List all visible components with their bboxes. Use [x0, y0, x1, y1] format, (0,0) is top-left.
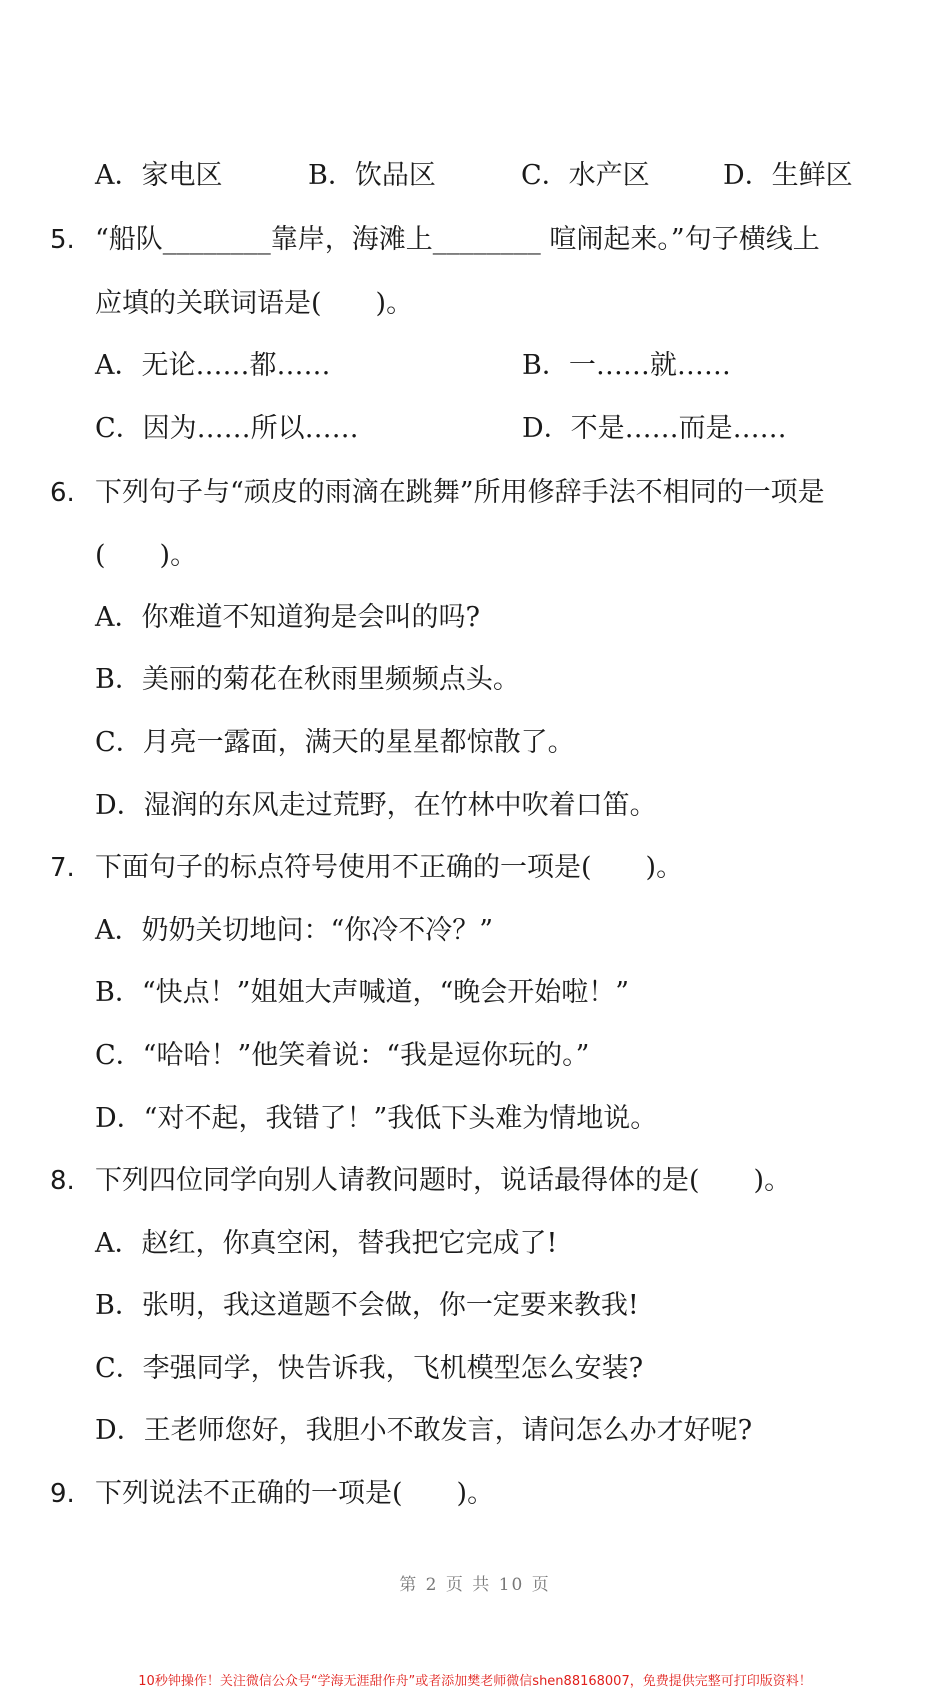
question-9-stem: 下列说法不正确的一项是( )。 [95, 1478, 495, 1509]
question-5-option-b: B．一……就…… [522, 350, 731, 381]
question-7-stem: 下面句子的标点符号使用不正确的一项是( )。 [95, 852, 684, 883]
question-5-option-d: D．不是……而是…… [522, 413, 787, 444]
question-6-stem-line1: 下列句子与“顽皮的雨滴在跳舞”所用修辞手法不相同的一项是 [95, 477, 825, 508]
question-8-option-a: A．赵红，你真空闲，替我把它完成了! [95, 1228, 558, 1259]
question-7-option-b: B．“快点！”姐姐大声喊道，“晚会开始啦！” [95, 977, 630, 1008]
question-8-number: 8. [50, 1166, 75, 1196]
question-6-stem-line2: ( )。 [95, 540, 198, 571]
question-8-stem: 下列四位同学向别人请教问题时，说话最得体的是( )。 [95, 1165, 792, 1196]
question-8-option-c: C．李强同学，快告诉我，飞机模型怎么安装? [95, 1353, 644, 1384]
question-6-option-a: A．你难道不知道狗是会叫的吗? [95, 602, 480, 633]
page-indicator: 第 2 页 共 10 页 [399, 1575, 551, 1595]
question-5-option-c: C．因为……所以…… [95, 413, 359, 444]
question-5-stem-line2: 应填的关联词语是( )。 [95, 288, 414, 319]
question-7-number: 7. [50, 853, 75, 883]
question-5-stem-line1: “船队________靠岸，海滩上________ 喧闹起来。”句子横线上 [95, 224, 820, 255]
question-4-option-d: D．生鲜区 [723, 160, 853, 191]
question-7-option-a: A．奶奶关切地问：“你冷不冷？” [95, 915, 494, 946]
promo-banner: 10秒钟操作！关注微信公众号“学海无涯甜作舟”或者添加樊老师微信shen88168007，免费提供完整可打印版资料！ [138, 1674, 812, 1689]
question-4-option-c: C．水产区 [521, 160, 650, 191]
question-4-option-a: A．家电区 [95, 160, 223, 191]
question-6-option-b: B．美丽的菊花在秋雨里频频点头。 [95, 664, 520, 695]
question-7-option-c: C．“哈哈！”他笑着说：“我是逗你玩的。” [95, 1040, 590, 1071]
question-6-number: 6. [50, 478, 75, 508]
question-6-option-c: C．月亮一露面，满天的星星都惊散了。 [95, 727, 575, 758]
question-5-number: 5. [50, 225, 75, 255]
question-8-option-b: B．张明，我这道题不会做，你一定要来教我! [95, 1290, 639, 1321]
question-4-option-b: B．饮品区 [308, 160, 436, 191]
question-6-option-d: D．湿润的东风走过荒野，在竹林中吹着口笛。 [95, 790, 657, 821]
question-9-number: 9. [50, 1479, 75, 1509]
question-8-option-d: D．王老师您好，我胆小不敢发言，请问怎么办才好呢? [95, 1415, 753, 1446]
question-7-option-d: D．“对不起，我错了！”我低下头难为情地说。 [95, 1103, 658, 1134]
question-5-option-a: A．无论……都…… [95, 350, 331, 381]
